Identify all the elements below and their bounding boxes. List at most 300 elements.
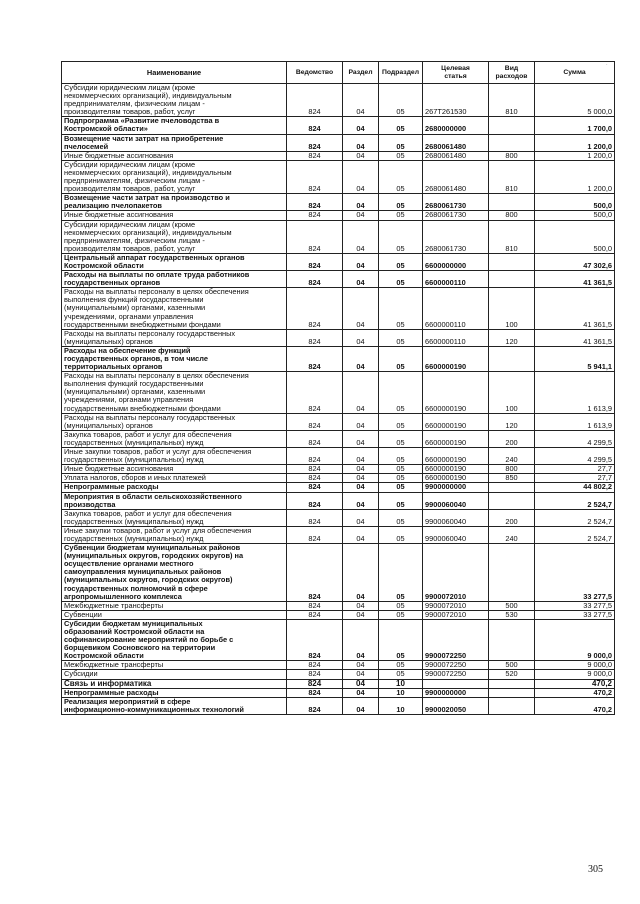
row-podrazdel: 05	[379, 134, 423, 151]
row-razdel: 04	[343, 160, 379, 193]
row-summa: 9 000,0	[535, 619, 615, 660]
row-podrazdel: 05	[379, 670, 423, 679]
row-podrazdel: 05	[379, 413, 423, 430]
row-name-line: Непрограммные расходы	[64, 688, 159, 697]
row-summa: 1 200,0	[535, 134, 615, 151]
budget-table-sheet	[61, 61, 614, 715]
table-row	[62, 430, 615, 447]
row-vedomstvo: 824	[287, 288, 343, 329]
table-row	[62, 465, 615, 474]
header-stat-line1: Целевая	[441, 64, 470, 72]
table-row	[62, 509, 615, 526]
row-vedomstvo: 824	[287, 253, 343, 270]
row-name-line: Мероприятия в области сельскохозяйственного	[64, 492, 242, 501]
row-name	[62, 329, 287, 346]
row-name	[62, 448, 287, 465]
row-razdel: 04	[343, 670, 379, 679]
row-name	[62, 220, 287, 253]
row-vedomstvo: 824	[287, 526, 343, 543]
row-razdel: 04	[343, 211, 379, 220]
row-razdel: 04	[343, 483, 379, 492]
row-podrazdel: 05	[379, 601, 423, 610]
row-podrazdel: 05	[379, 346, 423, 371]
row-name	[62, 619, 287, 660]
row-podrazdel: 05	[379, 492, 423, 509]
row-podrazdel: 05	[379, 372, 423, 413]
row-razdel: 04	[343, 151, 379, 160]
row-name	[62, 679, 287, 688]
row-name-line: Закупка товаров, работ и услуг для обеспечения	[64, 509, 232, 518]
row-podrazdel: 05	[379, 661, 423, 670]
row-name-line: образований Костромской области на	[64, 627, 205, 636]
row-celevaya-statya: 9900000000	[423, 483, 489, 492]
row-podrazdel: 05	[379, 329, 423, 346]
row-summa: 41 361,5	[535, 329, 615, 346]
row-name-line: выполнения функций государственными	[64, 379, 204, 389]
row-name-line: Связь и информатика	[64, 679, 152, 688]
row-celevaya-statya	[423, 679, 489, 688]
row-name-line: государственных (муниципальных) нужд	[64, 437, 204, 447]
row-celevaya-statya: 9900072010	[423, 610, 489, 619]
row-razdel: 04	[343, 194, 379, 211]
row-celevaya-statya: 6600000190	[423, 474, 489, 483]
row-podrazdel: 05	[379, 474, 423, 483]
header-celevaya-statya	[423, 62, 489, 84]
table-row	[62, 448, 615, 465]
row-name	[62, 544, 287, 602]
row-name-line: (муниципальными) органами, казенными	[64, 303, 206, 313]
row-vid-rashodov	[489, 697, 535, 714]
row-summa: 41 361,5	[535, 288, 615, 329]
row-vid-rashodov	[489, 544, 535, 602]
row-name	[62, 134, 287, 151]
row-name	[62, 288, 287, 329]
row-celevaya-statya: 6600000190	[423, 430, 489, 447]
table-row	[62, 474, 615, 483]
row-celevaya-statya: 6600000110	[423, 329, 489, 346]
header-stat-line2: статья	[444, 72, 467, 80]
table-row	[62, 526, 615, 543]
row-name-line: Субвенции	[64, 610, 102, 619]
row-vid-rashodov: 120	[489, 413, 535, 430]
row-name-line: Межбюджетные трансферты	[64, 660, 164, 670]
row-vedomstvo: 824	[287, 688, 343, 697]
row-vedomstvo: 824	[287, 372, 343, 413]
row-celevaya-statya: 9900060040	[423, 509, 489, 526]
row-celevaya-statya: 6600000190	[423, 448, 489, 465]
row-celevaya-statya: 9900060040	[423, 492, 489, 509]
row-summa: 470,2	[535, 697, 615, 714]
table-row	[62, 413, 615, 430]
row-summa: 33 277,5	[535, 601, 615, 610]
row-vid-rashodov: 520	[489, 670, 535, 679]
row-name-line: Расходы на выплаты персоналу государственных	[64, 329, 236, 338]
row-vedomstvo: 824	[287, 413, 343, 430]
row-summa: 4 299,5	[535, 448, 615, 465]
header-vedomstvo: Ведомство	[287, 62, 343, 84]
row-summa: 500,0	[535, 211, 615, 220]
row-name-line: Костромской области»	[64, 124, 148, 134]
row-name	[62, 601, 287, 610]
row-name-line: предпринимателям, физическим лицам -	[64, 99, 205, 109]
row-vedomstvo: 824	[287, 661, 343, 670]
row-name-line: государственными внебюджетными фондами	[64, 319, 221, 329]
row-vid-rashodov	[489, 346, 535, 371]
row-vid-rashodov: 800	[489, 211, 535, 220]
row-summa: 9 000,0	[535, 661, 615, 670]
row-name-line: Субсидии	[64, 669, 98, 679]
row-vedomstvo: 824	[287, 619, 343, 660]
row-razdel: 04	[343, 271, 379, 288]
row-vedomstvo: 824	[287, 151, 343, 160]
row-name-line: предпринимателям, физическим лицам -	[64, 235, 205, 245]
row-name-line: борщевиком Сосновского на территории	[64, 643, 216, 653]
row-celevaya-statya: 9900072250	[423, 670, 489, 679]
row-vedomstvo: 824	[287, 271, 343, 288]
row-name-line: государственных органов, в том числе	[64, 354, 208, 363]
row-vedomstvo: 824	[287, 509, 343, 526]
row-celevaya-statya: 9900072010	[423, 544, 489, 602]
row-vedomstvo: 824	[287, 670, 343, 679]
table-row	[62, 610, 615, 619]
row-summa: 41 361,5	[535, 271, 615, 288]
row-name	[62, 688, 287, 697]
row-podrazdel: 05	[379, 211, 423, 220]
row-name-line: Костромской области	[64, 260, 144, 270]
header-razdel: Раздел	[343, 62, 379, 84]
row-name-line: государственных (муниципальных) нужд	[64, 533, 204, 543]
row-vid-rashodov: 240	[489, 448, 535, 465]
row-podrazdel: 05	[379, 151, 423, 160]
row-podrazdel: 05	[379, 220, 423, 253]
row-vid-rashodov: 100	[489, 372, 535, 413]
row-razdel: 04	[343, 465, 379, 474]
row-summa: 9 000,0	[535, 670, 615, 679]
row-summa: 470,2	[535, 688, 615, 697]
row-summa: 5 000,0	[535, 84, 615, 117]
row-name	[62, 413, 287, 430]
row-celevaya-statya: 6600000190	[423, 372, 489, 413]
table-row	[62, 329, 615, 346]
row-summa: 1 700,0	[535, 117, 615, 134]
row-podrazdel: 05	[379, 448, 423, 465]
row-name-line: (муниципальными) органами, казенными	[64, 387, 206, 397]
row-vid-rashodov	[489, 271, 535, 288]
row-name-line: производства	[64, 499, 116, 509]
row-name-line: государственных (муниципальных) нужд	[64, 516, 204, 526]
row-podrazdel: 05	[379, 117, 423, 134]
row-vedomstvo: 824	[287, 492, 343, 509]
row-celevaya-statya: 2680000000	[423, 117, 489, 134]
row-name-line: государственными внебюджетными фондами	[64, 403, 221, 413]
table-row	[62, 271, 615, 288]
row-summa: 470,2	[535, 679, 615, 688]
row-vedomstvo: 824	[287, 601, 343, 610]
row-name-line: (муниципальных) органов	[64, 420, 153, 430]
row-name-line: информационно-коммуникационных технологий	[64, 704, 244, 714]
row-name-line: производителям товаров, работ, услуг	[64, 184, 196, 194]
row-name-line: государственных (муниципальных) нужд	[64, 455, 204, 465]
row-name-line: Подпрограмма «Развитие пчеловодства в	[64, 116, 220, 126]
row-summa: 500,0	[535, 220, 615, 253]
header-vid-line1: Вид	[504, 64, 519, 72]
row-name	[62, 661, 287, 670]
row-name-line: Реализация мероприятий в сфере	[64, 697, 191, 706]
row-celevaya-statya: 9900000000	[423, 688, 489, 697]
row-podrazdel: 05	[379, 610, 423, 619]
row-summa: 44 802,2	[535, 483, 615, 492]
row-vedomstvo: 824	[287, 697, 343, 714]
row-name-line: производителям товаров, работ, услуг	[64, 107, 196, 117]
row-summa: 33 277,5	[535, 544, 615, 602]
table-row	[62, 194, 615, 211]
row-razdel: 04	[343, 544, 379, 602]
row-celevaya-statya: 2680061730	[423, 220, 489, 253]
header-vid-line2: расходов	[495, 72, 528, 80]
table-row	[62, 84, 615, 117]
row-name-line: Закупка товаров, работ и услуг для обеспечения	[64, 430, 232, 439]
row-razdel: 04	[343, 220, 379, 253]
row-summa: 4 299,5	[535, 430, 615, 447]
row-celevaya-statya: 2680061480	[423, 160, 489, 193]
row-celevaya-statya: 267T261530	[423, 84, 489, 117]
table-row	[62, 697, 615, 714]
row-podrazdel: 05	[379, 194, 423, 211]
table-row	[62, 117, 615, 134]
row-vid-rashodov: 240	[489, 526, 535, 543]
row-razdel: 04	[343, 679, 379, 688]
row-vid-rashodov: 100	[489, 288, 535, 329]
row-podrazdel: 05	[379, 84, 423, 117]
row-vid-rashodov: 810	[489, 160, 535, 193]
row-vid-rashodov: 800	[489, 151, 535, 160]
row-celevaya-statya: 9900072010	[423, 601, 489, 610]
row-vid-rashodov	[489, 134, 535, 151]
row-name-line: (муниципальных округов, городских округов) на	[64, 551, 244, 561]
row-celevaya-statya: 2680061730	[423, 211, 489, 220]
row-summa: 27,7	[535, 474, 615, 483]
row-razdel: 04	[343, 329, 379, 346]
row-name-line: Иные закупки товаров, работ и услуг для обеспечения	[64, 526, 252, 535]
row-name-line: реализацию пчелопакетов	[64, 201, 162, 211]
row-summa: 1 613,9	[535, 372, 615, 413]
row-celevaya-statya: 2680061480	[423, 151, 489, 160]
row-vid-rashodov	[489, 253, 535, 270]
table-row	[62, 661, 615, 670]
table-row	[62, 346, 615, 371]
row-name-line: Иные бюджетные ассигнования	[64, 464, 174, 474]
row-razdel: 04	[343, 413, 379, 430]
table-row	[62, 220, 615, 253]
table-body	[62, 84, 615, 715]
row-razdel: 04	[343, 619, 379, 660]
table-row	[62, 160, 615, 193]
row-vedomstvo: 824	[287, 430, 343, 447]
page-number: 305	[588, 864, 603, 875]
row-vedomstvo: 824	[287, 544, 343, 602]
row-name	[62, 483, 287, 492]
row-name-line: некоммерческих организаций), индивидуальным	[64, 227, 232, 237]
row-name	[62, 253, 287, 270]
row-name-line: Субсидии юридическим лицам (кроме	[64, 220, 196, 229]
row-podrazdel: 05	[379, 465, 423, 474]
header-vid-rashodov	[489, 62, 535, 84]
row-name	[62, 492, 287, 509]
row-podrazdel: 10	[379, 688, 423, 697]
row-vid-rashodov	[489, 492, 535, 509]
row-razdel: 04	[343, 474, 379, 483]
row-podrazdel: 05	[379, 160, 423, 193]
row-vedomstvo: 824	[287, 194, 343, 211]
row-podrazdel: 05	[379, 526, 423, 543]
scan-speck: ·	[606, 62, 608, 68]
row-name-line: Субсидии юридическим лицам (кроме	[64, 83, 196, 92]
row-vedomstvo: 824	[287, 465, 343, 474]
row-razdel: 04	[343, 509, 379, 526]
row-podrazdel: 05	[379, 430, 423, 447]
row-summa: 2 524,7	[535, 492, 615, 509]
row-celevaya-statya: 9900072250	[423, 661, 489, 670]
budget-table	[61, 61, 615, 715]
row-podrazdel: 05	[379, 271, 423, 288]
row-podrazdel: 05	[379, 509, 423, 526]
row-vid-rashodov: 500	[489, 601, 535, 610]
row-name-line: государственных полномочий в сфере	[64, 583, 208, 593]
row-vedomstvo: 824	[287, 134, 343, 151]
row-podrazdel: 10	[379, 679, 423, 688]
row-vedomstvo: 824	[287, 329, 343, 346]
row-summa: 500,0	[535, 194, 615, 211]
row-razdel: 04	[343, 448, 379, 465]
row-vid-rashodov: 530	[489, 610, 535, 619]
row-name	[62, 372, 287, 413]
table-row	[62, 601, 615, 610]
row-razdel: 04	[343, 253, 379, 270]
row-summa: 47 302,6	[535, 253, 615, 270]
row-name	[62, 151, 287, 160]
table-row	[62, 288, 615, 329]
row-vedomstvo: 824	[287, 474, 343, 483]
row-name	[62, 610, 287, 619]
row-razdel: 04	[343, 346, 379, 371]
row-vedomstvo: 824	[287, 117, 343, 134]
row-name-line: учреждениями, органами управления	[64, 395, 194, 405]
row-podrazdel: 05	[379, 619, 423, 660]
row-name-line: государственных органов	[64, 278, 161, 288]
row-name	[62, 271, 287, 288]
row-vedomstvo: 824	[287, 448, 343, 465]
table-row	[62, 134, 615, 151]
row-name-line: учреждениями, органами управления	[64, 311, 194, 321]
row-razdel: 04	[343, 610, 379, 619]
row-name-line: самоуправления муниципальных районов	[64, 567, 222, 577]
row-vid-rashodov: 850	[489, 474, 535, 483]
row-name-line: Расходы на выплаты персоналу государственных	[64, 413, 236, 422]
row-vid-rashodov: 800	[489, 465, 535, 474]
row-vid-rashodov: 200	[489, 509, 535, 526]
row-summa: 1 200,0	[535, 160, 615, 193]
row-vid-rashodov	[489, 619, 535, 660]
row-vedomstvo: 824	[287, 84, 343, 117]
row-name-line: софинансирование мероприятий по борьбе с	[64, 635, 234, 645]
row-razdel: 04	[343, 372, 379, 413]
row-razdel: 04	[343, 117, 379, 134]
row-name-line: Иные закупки товаров, работ и услуг для обеспечения	[64, 447, 252, 457]
row-celevaya-statya: 9900020050	[423, 697, 489, 714]
header-summa: Сумма	[535, 62, 615, 84]
table-row	[62, 619, 615, 660]
row-celevaya-statya: 9900060040	[423, 526, 489, 543]
table-row	[62, 544, 615, 602]
row-name-line: Возмещение части затрат на приобретение	[64, 134, 224, 143]
row-podrazdel: 10	[379, 697, 423, 714]
row-razdel: 04	[343, 288, 379, 329]
row-vedomstvo: 824	[287, 610, 343, 619]
row-name-line: (муниципальных округов, городских округов)	[64, 575, 233, 585]
row-name-line: Возмещение части затрат на производство и	[64, 193, 230, 203]
row-name-line: Расходы на выплаты персоналу в целях обеспечения	[64, 287, 249, 297]
row-name-line: (муниципальных) органов	[64, 336, 153, 346]
row-vid-rashodov: 810	[489, 220, 535, 253]
table-row	[62, 483, 615, 492]
row-vid-rashodov	[489, 688, 535, 697]
row-name-line: Уплата налогов, сборов и иных платежей	[64, 473, 206, 483]
row-celevaya-statya: 6600000110	[423, 288, 489, 329]
row-razdel: 04	[343, 492, 379, 509]
row-name	[62, 84, 287, 117]
row-vid-rashodov	[489, 679, 535, 688]
row-podrazdel: 05	[379, 483, 423, 492]
row-name-line: территориальных органов	[64, 362, 163, 372]
row-name	[62, 465, 287, 474]
row-celevaya-statya: 9900072250	[423, 619, 489, 660]
row-summa: 1 200,0	[535, 151, 615, 160]
row-razdel: 04	[343, 661, 379, 670]
row-podrazdel: 05	[379, 544, 423, 602]
row-podrazdel: 05	[379, 288, 423, 329]
row-name	[62, 526, 287, 543]
table-row	[62, 253, 615, 270]
row-name-line: Субсидии юридическим лицам (кроме	[64, 160, 196, 169]
row-celevaya-statya: 6600000000	[423, 253, 489, 270]
row-vid-rashodov: 810	[489, 84, 535, 117]
row-name	[62, 194, 287, 211]
row-name	[62, 474, 287, 483]
row-vid-rashodov: 500	[489, 661, 535, 670]
row-summa: 2 524,7	[535, 509, 615, 526]
row-vid-rashodov	[489, 117, 535, 134]
row-vid-rashodov	[489, 483, 535, 492]
row-razdel: 04	[343, 134, 379, 151]
row-vedomstvo: 824	[287, 220, 343, 253]
row-celevaya-statya: 6600000190	[423, 413, 489, 430]
row-name-line: Субсидии бюджетам муниципальных	[64, 619, 203, 628]
table-header-row	[62, 62, 615, 84]
row-name	[62, 430, 287, 447]
row-name-line: Центральный аппарат государственных органов	[64, 253, 245, 262]
row-name	[62, 211, 287, 220]
row-summa: 2 524,7	[535, 526, 615, 543]
table-row	[62, 670, 615, 679]
row-name	[62, 346, 287, 371]
row-name	[62, 509, 287, 526]
row-name-line: осуществление органами местного	[64, 559, 194, 569]
row-razdel: 04	[343, 697, 379, 714]
row-razdel: 04	[343, 601, 379, 610]
row-summa: 5 941,1	[535, 346, 615, 371]
row-celevaya-statya: 6600000190	[423, 346, 489, 371]
row-vedomstvo: 824	[287, 346, 343, 371]
